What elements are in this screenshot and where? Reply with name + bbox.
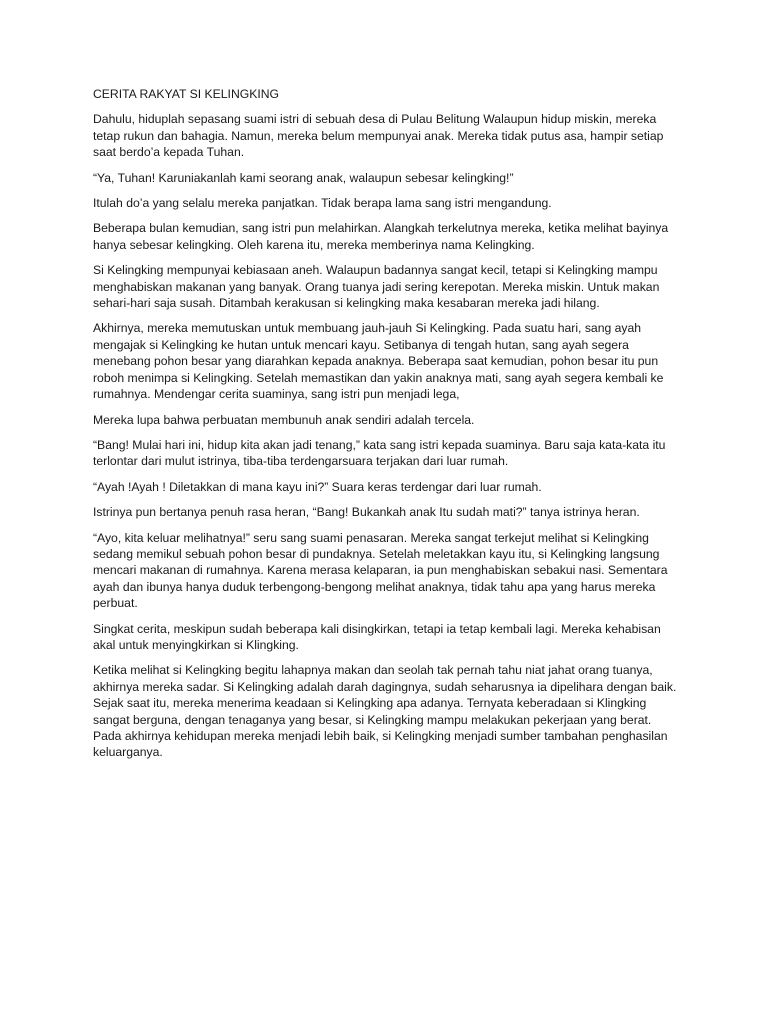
paragraph-8: “Bang! Mulai hari ini, hidup kita akan jadi tenang,” kata sang istri kepada suaminya. Baru saja kata-kata itu terlontar dari mulut istrinya, tiba-tiba terdengarsuara terjakan dari luar rumah. <box>93 437 666 469</box>
paragraph-13: Ketika melihat si Kelingking begitu lahapnya makan dan seolah tak pernah tahu niat jahat orang tuanya, akhirnya mereka sadar. Si Kelingking adalah darah dagingnya, sudah seharusnya ia dipelihara dengan baik. Sejak saat itu, mereka menerima keadaan si Kelingking apa adanya. Ternyata keberadaan si Klingking sangat berguna, dengan tenaganya yang besar, si Kelingking mampu melakukan pekerjaan yang berat. Pada akhirnya kehidupan mereka menjadi lebih baik, si Kelingking menjadi sumber tambahan penghasilan keluarganya. <box>93 663 677 760</box>
paragraph-12: Singkat cerita, meskipun sudah beberapa kali disingkirkan, tetapi ia tetap kembali lagi. Mereka kehabisan akal untuk menyingkirkan si Klingking. <box>93 621 661 652</box>
document-body <box>93 86 683 770</box>
paragraph-3: Itulah do’a yang selalu mereka panjatkan. Tidak berapa lama sang istri mengandung. <box>93 196 552 211</box>
paragraph-9: “Ayah !Ayah ! Diletakkan di mana kayu ini?” Suara keras terdengar dari luar rumah. <box>93 479 542 494</box>
paragraph-1: Dahulu, hiduplah sepasang suami istri di sebuah desa di Pulau Belitung Walaupun hidup miskin, mereka tetap rukun dan bahagia. Namun, mereka belum mempunyai anak. Mereka tidak putus asa, hampir setiap saat berdo’a kepada Tuhan. <box>93 112 664 160</box>
paragraph-10: Istrinya pun bertanya penuh rasa heran, “Bang! Bukankah anak Itu sudah mati?” tanya istrinya heran. <box>93 505 640 520</box>
paragraph-4: Beberapa bulan kemudian, sang istri pun melahirkan. Alangkah terkelutnya mereka, ketika melihat bayinya hanya sebesar kelingking. Oleh karena itu, mereka memberinya nama Kelingking. <box>93 221 669 252</box>
story-title: CERITA RAKYAT SI KELINGKING <box>93 87 280 101</box>
paragraph-5: Si Kelingking mempunyai kebiasaan aneh. Walaupun badannya sangat kecil, tetapi si Kelingking mampu menghabiskan makanan yang banyak. Orang tuanya jadi sering kerepotan. Mereka miskin. Untuk makan sehari-hari saja susah. Ditambah kerakusan si kelingking maka kesabaran mereka jadi hilang. <box>93 263 660 311</box>
paragraph-6: Akhirnya, mereka memutuskan untuk membuang jauh-jauh Si Kelingking. Pada suatu hari, sang ayah mengajak si Kelingking ke hutan untuk mencari kayu. Setibanya di tengah hutan, sang ayah segera menebang pohon besar yang diarahkan kepada anaknya. Beberapa saat kemudian, pohon besar itu pun roboh menimpa si Kelingking. Setelah memastikan dan yakin anaknya mati, sang ayah segera kembali ke rumahnya. Mendengar cerita suaminya, sang istri pun menjadi lega, <box>93 321 664 402</box>
paragraph-7: Mereka lupa bahwa perbuatan membunuh anak sendiri adalah tercela. <box>93 412 475 427</box>
paragraph-2: “Ya, Tuhan! Karuniakanlah kami seorang anak, walaupun sebesar kelingking!” <box>93 170 514 185</box>
paragraph-11: “Ayo, kita keluar melihatnya!” seru sang suami penasaran. Mereka sangat terkejut melihat si Kelingking sedang memikul sebuah pohon besar di pundaknya. Setelah meletakkan kayu itu, si Kelingking langsung mencari makanan di rumahnya. Karena merasa kelaparan, ia pun menghabiskan sebakui nasi. Sementara ayah dan ibunya hanya duduk terbengong-bengong melihat anaknya, tidak tahu apa yang harus mereka perbuat. <box>93 530 668 611</box>
